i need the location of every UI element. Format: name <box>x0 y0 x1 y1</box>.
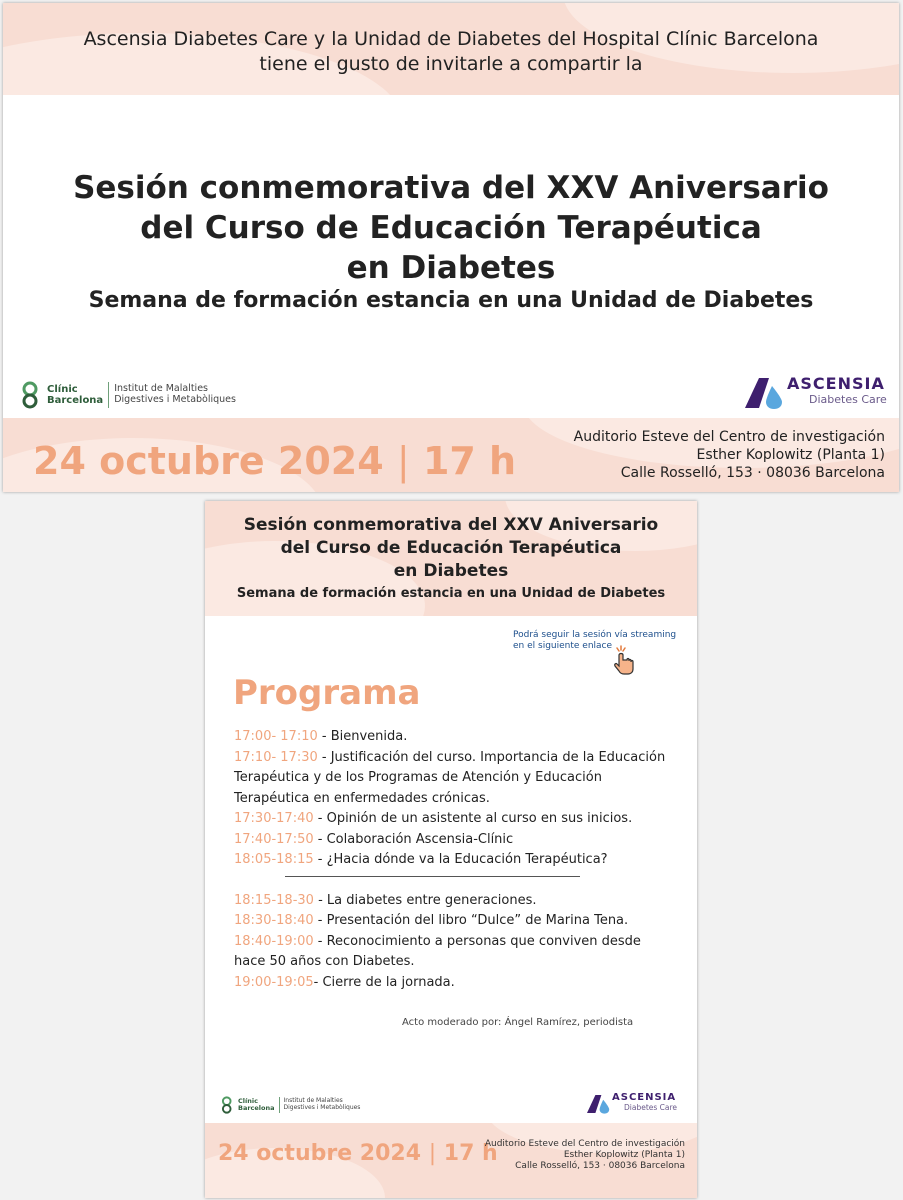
event-address <box>574 428 885 482</box>
schedule-time: 18:30-18:40 <box>234 913 314 928</box>
schedule-item <box>234 973 674 994</box>
invitation-flyer <box>3 3 899 492</box>
schedule-item <box>234 830 674 851</box>
clinic-institute <box>114 384 236 406</box>
program-flyer <box>205 501 697 1198</box>
institute-line: Digestives i Metabòliques <box>114 394 236 405</box>
ascensia-logo-icon <box>587 1093 611 1115</box>
title-line: en Diabetes <box>346 250 556 286</box>
schedule-time: 17:30-17:40 <box>234 811 314 826</box>
program-title <box>205 514 697 583</box>
ascensia-logo <box>587 1093 677 1115</box>
streaming-line: en el siguiente enlace <box>513 641 613 651</box>
schedule-item <box>234 809 674 830</box>
streaming-link-note[interactable] <box>513 630 683 652</box>
time-text: 17 h <box>436 1141 498 1166</box>
date-separator: | <box>428 1141 437 1166</box>
title-line: del Curso de Educación Terapéutica <box>280 538 622 558</box>
schedule-time: 17:40-17:50 <box>234 831 314 847</box>
schedule-description: - Cierre de la jornada. <box>313 974 455 990</box>
ascensia-text <box>787 376 887 405</box>
event-subtitle: Semana de formación estancia en una Unidad de Diabetes <box>88 288 814 313</box>
ascensia-logo <box>745 376 887 410</box>
institute-line: Digestives i Metabòliques <box>283 1104 361 1111</box>
streaming-line: Podrá seguir la sesión vía streaming <box>513 630 677 640</box>
programa-heading: Programa <box>233 673 421 713</box>
schedule-description: - Presentación del libro “Dulce” de Marina Tena. <box>313 913 629 928</box>
institute-line: Institut de Malalties <box>283 1097 343 1105</box>
schedule-item <box>234 911 674 932</box>
pointing-hand-icon[interactable] <box>611 645 635 675</box>
title-line: del Curso de Educación Terapéutica <box>140 210 762 246</box>
schedule-description: - Bienvenida. <box>317 729 408 744</box>
ascensia-logo-icon <box>745 376 785 410</box>
clinic-logo-icon <box>21 381 43 409</box>
time-text: 17 h <box>409 439 517 483</box>
schedule-item <box>234 727 674 748</box>
address-line: Esther Koplowitz (Planta 1) <box>696 447 885 463</box>
intro-line: tiene el gusto de invitarle a compartir la <box>259 53 643 75</box>
ascensia-subtitle: Diabetes Care <box>809 393 887 406</box>
ascensia-name: ASCENSIA <box>787 374 885 393</box>
clinic-name <box>47 384 103 406</box>
address-line: Calle Rosselló, 153 · 08036 Barcelona <box>515 1161 685 1171</box>
clinic-name-line: Barcelona <box>47 395 104 406</box>
address-line: Calle Rosselló, 153 · 08036 Barcelona <box>620 465 885 481</box>
schedule-time: 17:00- 17:10 <box>234 729 318 744</box>
date-text: 24 octubre 2024 <box>33 439 397 483</box>
address-line: Auditorio Esteve del Centro de investigación <box>573 429 885 445</box>
schedule-description: - Opinión de un asistente al curso en sus inicios. <box>313 811 633 826</box>
ascensia-name: ASCENSIA <box>612 1092 677 1103</box>
event-title <box>3 168 899 288</box>
schedule-description: - La diabetes entre generaciones. <box>313 892 537 908</box>
title-line: Sesión conmemorativa del XXV Aniversario <box>73 170 829 206</box>
schedule-divider <box>285 876 580 877</box>
address-line: Esther Koplowitz (Planta 1) <box>563 1150 685 1160</box>
title-line: en Diabetes <box>393 561 509 581</box>
schedule-description: - Colaboración Ascensia-Clínic <box>313 831 514 847</box>
event-date <box>218 1141 498 1166</box>
schedule-time: 19:00-19:05 <box>234 974 314 990</box>
moderator-credit: Acto moderado por: Ángel Ramírez, periodista <box>402 1017 634 1028</box>
schedule-description: - Justificación del curso. Importancia de la Educación Terapéutica y de los Programas de Atención y Educación Terapéutica en enfermedades crónicas. <box>234 749 666 806</box>
date-separator: | <box>396 439 410 483</box>
schedule-time: 18:05-18:15 <box>234 852 314 867</box>
address-line: Auditorio Esteve del Centro de investigación <box>484 1139 685 1149</box>
schedule-item <box>234 748 674 810</box>
clinic-logo-icon <box>221 1096 235 1114</box>
schedule-item <box>234 850 674 871</box>
schedule-item <box>234 891 674 912</box>
date-text: 24 octubre 2024 <box>218 1141 429 1166</box>
schedule-time: 18:40-19:00 <box>234 933 314 949</box>
ascensia-text <box>612 1093 677 1112</box>
logo-divider <box>108 382 109 408</box>
clinic-name <box>238 1098 275 1112</box>
schedule-time: 18:15-18-30 <box>234 892 314 908</box>
schedule-description: - ¿Hacia dónde va la Educación Terapéutica? <box>313 852 608 867</box>
clinic-institute <box>284 1098 361 1112</box>
intro-line: Ascensia Diabetes Care y la Unidad de Diabetes del Hospital Clínic Barcelona <box>83 28 819 50</box>
invitation-intro <box>3 27 899 77</box>
title-line: Sesión conmemorativa del XXV Aniversario <box>243 515 659 535</box>
institute-line: Institut de Malalties <box>114 383 208 395</box>
clinic-barcelona-logo <box>21 381 236 409</box>
clinic-name-line: Clínic <box>238 1096 258 1105</box>
event-address <box>485 1139 685 1172</box>
event-date <box>33 439 516 483</box>
schedule-item <box>234 932 674 973</box>
ascensia-subtitle: Diabetes Care <box>624 1103 678 1112</box>
clinic-barcelona-logo <box>221 1096 360 1114</box>
clinic-name-line: Clínic <box>47 384 78 395</box>
schedule-list <box>234 727 674 993</box>
schedule-time: 17:10- 17:30 <box>234 749 318 765</box>
program-subtitle: Semana de formación estancia en una Unidad de Diabetes <box>236 586 666 601</box>
logo-divider <box>279 1097 280 1113</box>
clinic-name-line: Barcelona <box>238 1104 275 1112</box>
schedule-description: - Reconocimiento a personas que conviven desde hace 50 años con Diabetes. <box>234 933 641 969</box>
